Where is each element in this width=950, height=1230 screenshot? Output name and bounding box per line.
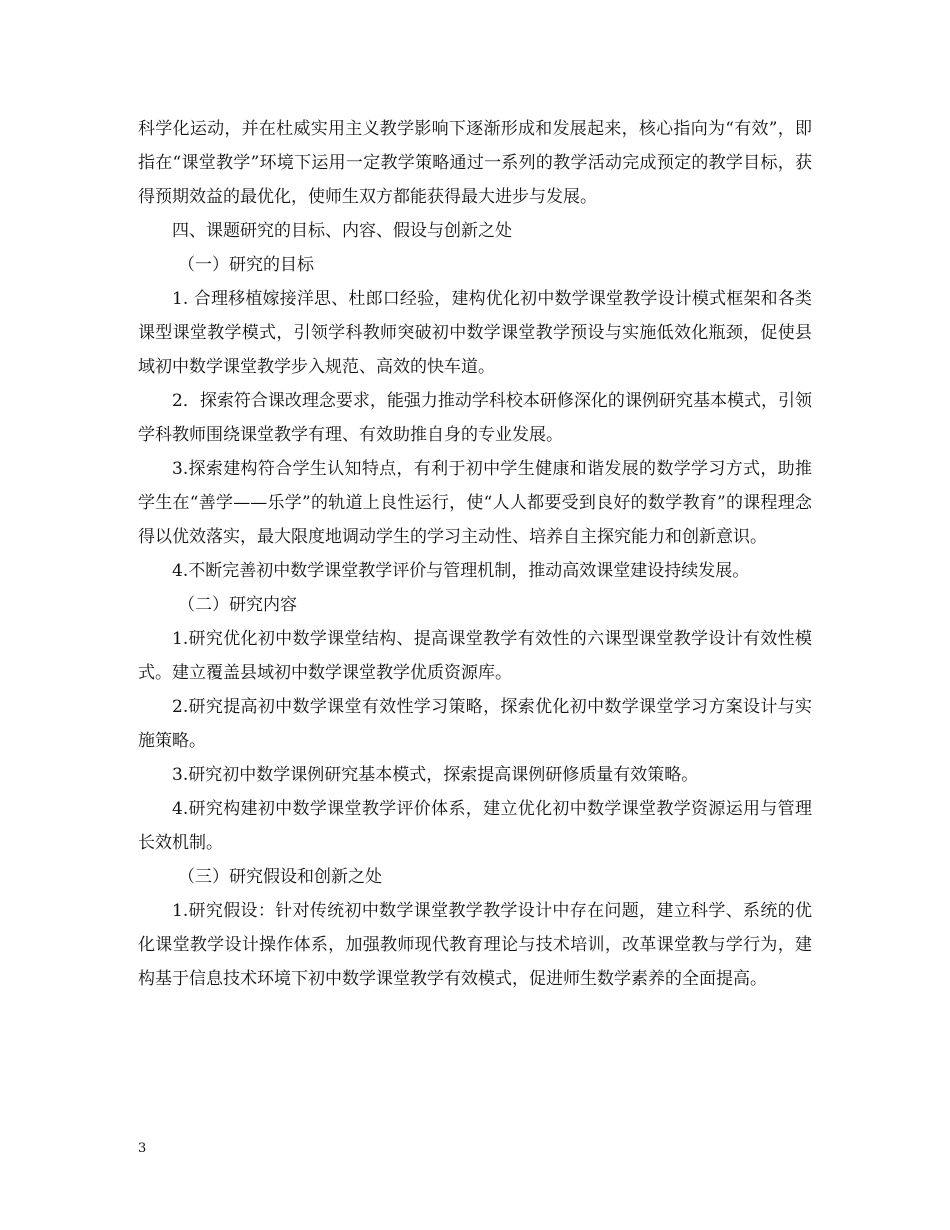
goal-item-2: 2．探索符合课改理念要求，能强力推动学科校本研修深化的课例研究基本模式，引领学科教师围绕课堂教学有理、有效助推自身的专业发展。: [138, 391, 812, 445]
goal-item-4: 4.不断完善初中数学课堂教学评价与管理机制，推动高效课堂建设持续发展。: [172, 561, 750, 581]
subheading-research-content: （二）研究内容: [178, 595, 297, 615]
content-item-4: 4.研究构建初中数学课堂教学评价体系，建立优化初中数学课堂教学资源运用与管理长效机制。: [138, 799, 812, 853]
content-item-1: 1.研究优化初中数学课堂结构、提高课堂教学有效性的六课型课堂教学设计有效性模式。建立覆盖县域初中数学课堂教学优质资源库。: [138, 629, 812, 683]
content-item-2: 2.研究提高初中数学课堂有效性学习策略，探索优化初中数学课堂学习方案设计与实施策略。: [138, 697, 812, 751]
page-number: 3: [138, 1141, 147, 1156]
hypothesis-item-1: 1.研究假设：针对传统初中数学课堂教学教学设计中存在问题，建立科学、系统的优化课堂教学设计操作体系，加强教师现代教育理论与技术培训，改革课堂教与学行为，建构基于信息技术环境下初中数学课堂教学有效模式，促进师生数学素养的全面提高。: [138, 901, 812, 989]
goal-item-3: 3.探索建构符合学生认知特点，有利于初中学生健康和谐发展的数学学习方式，助推学生在“善学——乐学”的轨道上良性运行，使“人人都要受到良好的数学教育”的课程理念得以优效落实，最大限度地调动学生的学习主动性、培养自主探究能力和创新意识。: [138, 459, 812, 547]
subheading-research-goals: （一）研究的目标: [178, 255, 314, 275]
section-heading-4: 四、课题研究的目标、内容、假设与创新之处: [172, 221, 512, 241]
content-item-3: 3.研究初中数学课例研究基本模式，探索提高课例研修质量有效策略。: [172, 765, 699, 785]
document-body: [138, 112, 812, 996]
goal-item-1: 1. 合理移植嫁接洋思、杜郎口经验，建构优化初中数学课堂教学设计模式框架和各类课型课堂教学模式，引领学科教师突破初中数学课堂教学预设与实施低效化瓶颈，促使县域初中数学课堂教学步入规范、高效的快车道。: [138, 289, 812, 377]
paragraph-1: 科学化运动，并在杜威实用主义教学影响下逐渐形成和发展起来，核心指向为“有效”，即指在“课堂教学”环境下运用一定教学策略通过一系列的教学活动完成预定的教学目标，获得预期效益的最优化，使师生双方都能获得最大进步与发展。: [138, 119, 812, 207]
subheading-hypothesis-innovation: （三）研究假设和创新之处: [178, 867, 382, 887]
